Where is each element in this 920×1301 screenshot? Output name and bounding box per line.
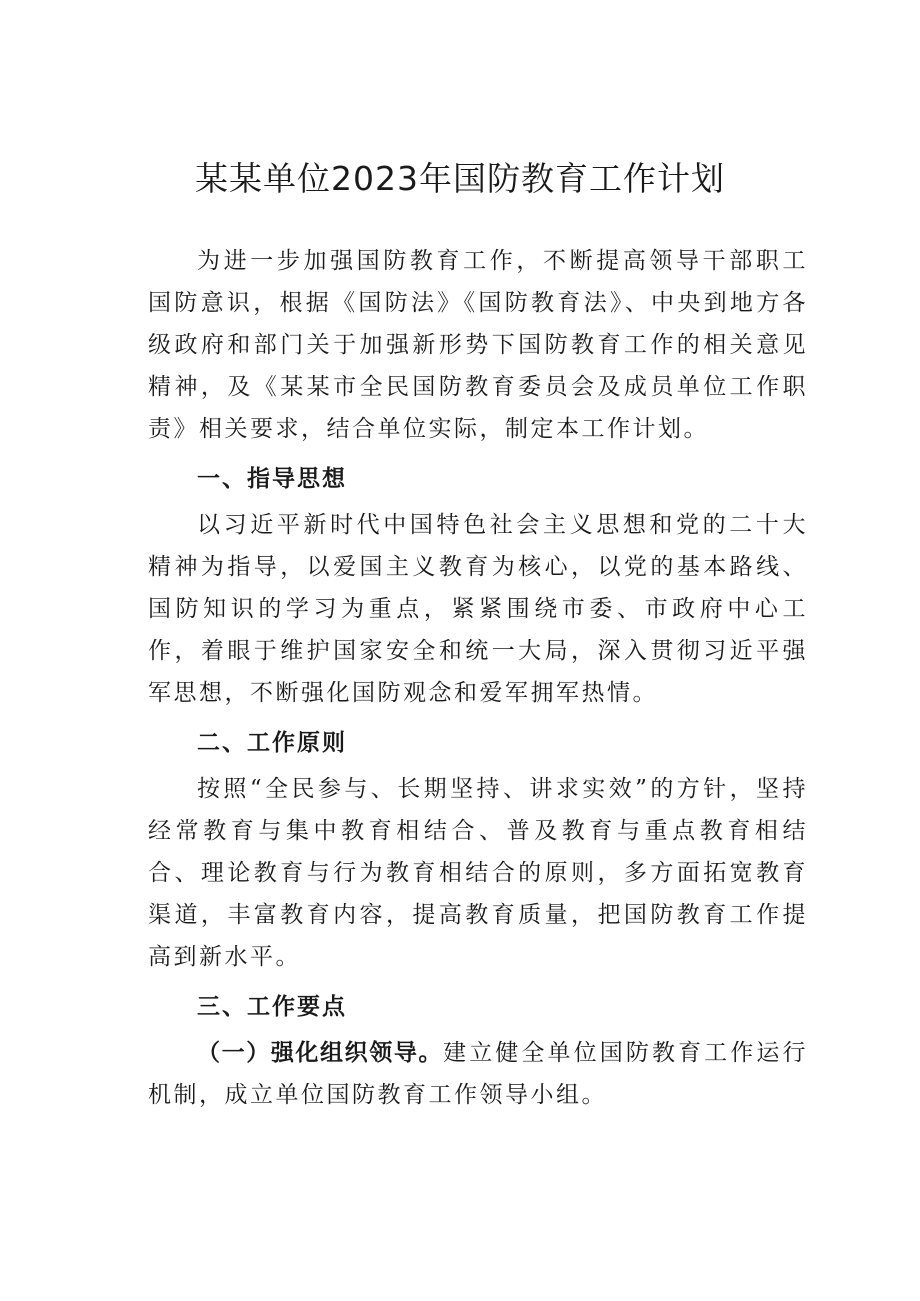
- section-heading-guiding-ideology: 一、指导思想: [197, 466, 347, 492]
- document-title: 某某单位2023年国防教育工作计划: [195, 159, 725, 198]
- section-heading-work-points: 三、工作要点: [197, 994, 347, 1020]
- section-heading-work-principles: 二、工作原则: [197, 730, 347, 756]
- work-point-text: 建立健全单位国防教育工作运行机制，成立单位国防教育工作领导小组。: [148, 1040, 809, 1108]
- intro-paragraph: 为进一步加强国防教育工作，不断提高领导干部职工国防意识，根据《国防法》《国防教育法》、中央到地方各级政府和部门关于加强新形势下国防教育工作的相关意见精神，及《某某市全民国防教育委员会及成员单位工作职责》相关要求，结合单位实际，制定本工作计划。: [148, 248, 808, 442]
- document-body: [148, 240, 808, 1118]
- section-body-work-principles: 按照“全民参与、长期坚持、讲求实效”的方针，坚持经常教育与集中教育相结合、普及教育与重点教育相结合、理论教育与行为教育相结合的原则，多方面拓宽教育渠道，丰富教育内容，提高教育质量，把国防教育工作提高到新水平。: [148, 776, 808, 970]
- work-point-item: [148, 1032, 808, 1118]
- work-point-lead: （一）强化组织领导。: [197, 1040, 444, 1066]
- section-body-guiding-ideology: 以习近平新时代中国特色社会主义思想和党的二十大精神为指导，以爱国主义教育为核心，以党的基本路线、国防知识的学习为重点，紧紧围绕市委、市政府中心工作，着眼于维护国家安全和统一大局，深入贯彻习近平强军思想，不断强化国防观念和爱军拥军热情。: [148, 512, 808, 706]
